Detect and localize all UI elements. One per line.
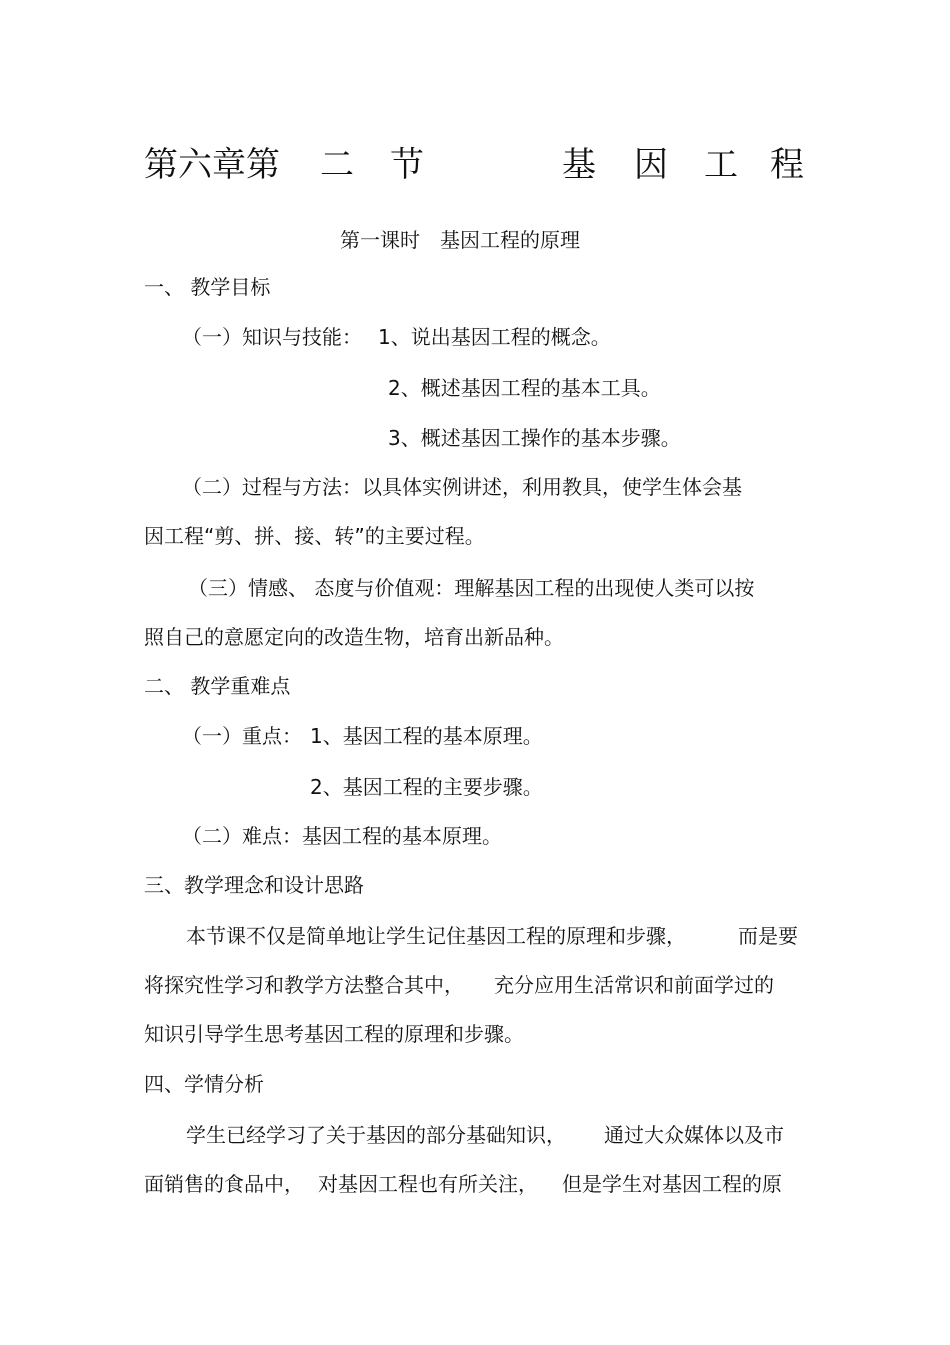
section-heading-concept: 三、教学理念和设计思路 (144, 873, 364, 897)
process-method-line-1: （二）过程与方法：以具体实例讲述，利用教具，使学生体会基 (182, 475, 742, 499)
concept-line-1b: 而是要 (738, 924, 798, 948)
title-part-3: 节 (390, 145, 424, 185)
section-heading-analysis: 四、学情分析 (144, 1072, 264, 1096)
knowledge-label: （一）知识与技能： (182, 325, 362, 349)
analysis-line-2c: 但是学生对基因工程的原 (562, 1172, 782, 1196)
title-char-1: 基 (562, 145, 596, 185)
title-prefix: 第六章第 (144, 145, 280, 185)
keypoint-item-2: 2、基因工程的主要步骤。 (310, 775, 543, 799)
title-char-2: 因 (634, 145, 668, 185)
analysis-line-1b: 通过大众媒体以及市 (604, 1123, 784, 1147)
analysis-line-1a: 学生已经学习了关于基因的部分基础知识， (186, 1123, 566, 1147)
analysis-line-2a: 面销售的食品中， (144, 1172, 304, 1196)
analysis-line-2b: 对基因工程也有所关注， (318, 1172, 538, 1196)
section-heading-keypoints: 二、 教学重难点 (144, 674, 291, 698)
knowledge-item-3: 3、概述基因工操作的基本步骤。 (388, 426, 681, 450)
lesson-subtitle: 第一课时 基因工程的原理 (340, 228, 580, 252)
concept-line-2a: 将探究性学习和教学方法整合其中， (144, 973, 464, 997)
knowledge-item-1: 1、说出基因工程的概念。 (378, 325, 611, 349)
section-heading-objectives: 一、 教学目标 (144, 275, 271, 299)
concept-line-1a: 本节课不仅是简单地让学生记住基因工程的原理和步骤， (186, 924, 686, 948)
difficulty-point: （二）难点：基因工程的基本原理。 (182, 824, 502, 848)
concept-line-3: 知识引导学生思考基因工程的原理和步骤。 (144, 1022, 524, 1046)
emotion-line-2: 照自己的意愿定向的改造生物，培育出新品种。 (144, 625, 564, 649)
emotion-line-1: （三）情感、 态度与价值观：理解基因工程的出现使人类可以按 (188, 576, 755, 600)
keypoint-label: （一）重点： (182, 724, 302, 748)
concept-line-2b: 充分应用生活常识和前面学过的 (494, 973, 774, 997)
keypoint-item-1: 1、基因工程的基本原理。 (310, 724, 543, 748)
title-char-3: 工 (704, 145, 738, 185)
knowledge-item-2: 2、概述基因工程的基本工具。 (388, 376, 661, 400)
title-part-2: 二 (320, 145, 354, 185)
process-method-line-2: 因工程“剪、拼、接、转”的主要过程。 (144, 524, 485, 548)
title-char-4: 程 (770, 145, 804, 185)
